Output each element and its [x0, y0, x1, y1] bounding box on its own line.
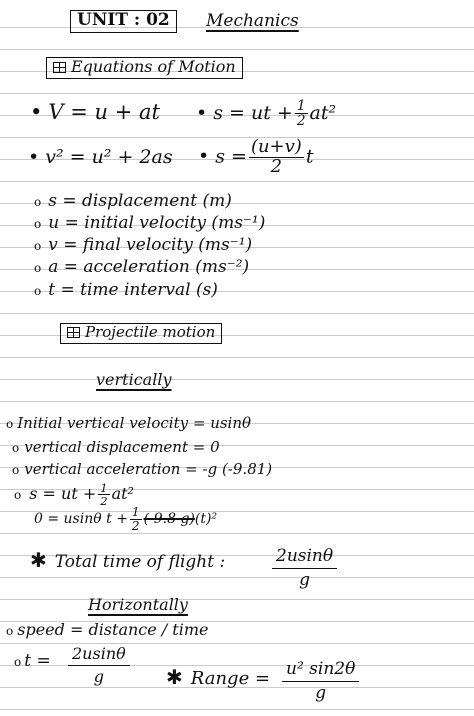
circle-bullet-icon: o — [12, 463, 20, 477]
crossed-out-text: (-9.8 g) — [143, 511, 195, 528]
speed-equation: o speed = distance / time — [6, 620, 209, 639]
circle-bullet-icon: o — [6, 417, 14, 431]
vertical-line: o Initial vertical velocity = usinθ — [6, 414, 252, 432]
vertical-line: o vertical acceleration = -g (-9.81) — [12, 460, 273, 478]
asterisk-icon: ✱ — [166, 665, 183, 689]
heading-text: Projectile motion — [85, 323, 216, 341]
bullet: • — [30, 100, 43, 124]
definition-line: o s = displacement (m) — [34, 191, 232, 211]
equation-text: v² = u² + 2as — [45, 146, 173, 168]
circle-bullet-icon: o — [34, 195, 42, 209]
circle-bullet-icon: o — [34, 239, 42, 253]
grid-icon — [53, 62, 66, 73]
circle-bullet-icon: o — [34, 284, 42, 298]
time-of-flight-fraction: 2usinθ g — [272, 547, 337, 589]
bullet: • — [196, 101, 208, 124]
bullet: • — [28, 146, 40, 168]
substitution-equation: 0 = usinθ t + $\frac{1}{2}$ (-9.8 g)(t)² — [34, 505, 218, 533]
equation-text: at² — [309, 101, 337, 124]
asterisk-icon: ✱ — [30, 548, 47, 572]
equation-s1 — [196, 99, 336, 129]
circle-bullet-icon: o — [14, 488, 22, 503]
definition-line: o a = acceleration (ms⁻²) — [34, 257, 250, 277]
time-equation-fraction: 2usinθ g — [68, 645, 130, 685]
circle-bullet-icon: o — [6, 624, 14, 638]
circle-bullet-icon: o — [34, 217, 42, 231]
definition-line: o t = time interval (s) — [34, 280, 218, 300]
vertical-heading: vertically — [96, 370, 172, 389]
horizontal-heading: Horizontally — [88, 595, 188, 614]
range-label: ✱ Range = — [166, 665, 271, 689]
range-fraction: u² sin2θ g — [282, 660, 359, 702]
fraction: $\frac{1}{2}$ — [100, 481, 108, 509]
equation-s2 — [198, 138, 313, 177]
section-heading-projectile — [60, 323, 222, 344]
equation-text: s = — [215, 145, 247, 168]
bullet: • — [198, 145, 210, 168]
equation-text: s = ut + — [213, 101, 293, 124]
circle-bullet-icon: o — [34, 261, 42, 275]
circle-bullet-icon: o — [12, 441, 20, 455]
circle-bullet-icon: o — [14, 655, 22, 669]
fraction: $\frac{1}{2}$ — [296, 98, 306, 130]
definition-line: o v = final velocity (ms⁻¹) — [34, 235, 253, 255]
heading-text: Equations of Motion — [71, 57, 236, 76]
fraction: $\frac{(u+v)}{2}$ — [250, 136, 302, 177]
unit-label: UNIT : 02 — [70, 10, 177, 33]
vertical-line: o vertical displacement = 0 — [12, 438, 220, 456]
time-equation-label: o t = — [14, 651, 51, 671]
equation-text: V = u + at — [48, 100, 160, 124]
grid-icon — [67, 327, 80, 338]
definition-line: o u = initial velocity (ms⁻¹) — [34, 213, 266, 233]
equation-v2 — [28, 148, 173, 167]
equation-v — [30, 102, 160, 123]
fraction: $\frac{1}{2}$ — [131, 505, 140, 533]
vertical-displacement-equation: o s = ut + $\frac{1}{2}$ at² — [14, 481, 134, 509]
subject-title: Mechanics — [206, 11, 299, 31]
time-of-flight-label: ✱ Total time of flight : — [30, 548, 226, 572]
section-heading-equations — [46, 57, 243, 79]
equation-text: t — [305, 145, 314, 168]
